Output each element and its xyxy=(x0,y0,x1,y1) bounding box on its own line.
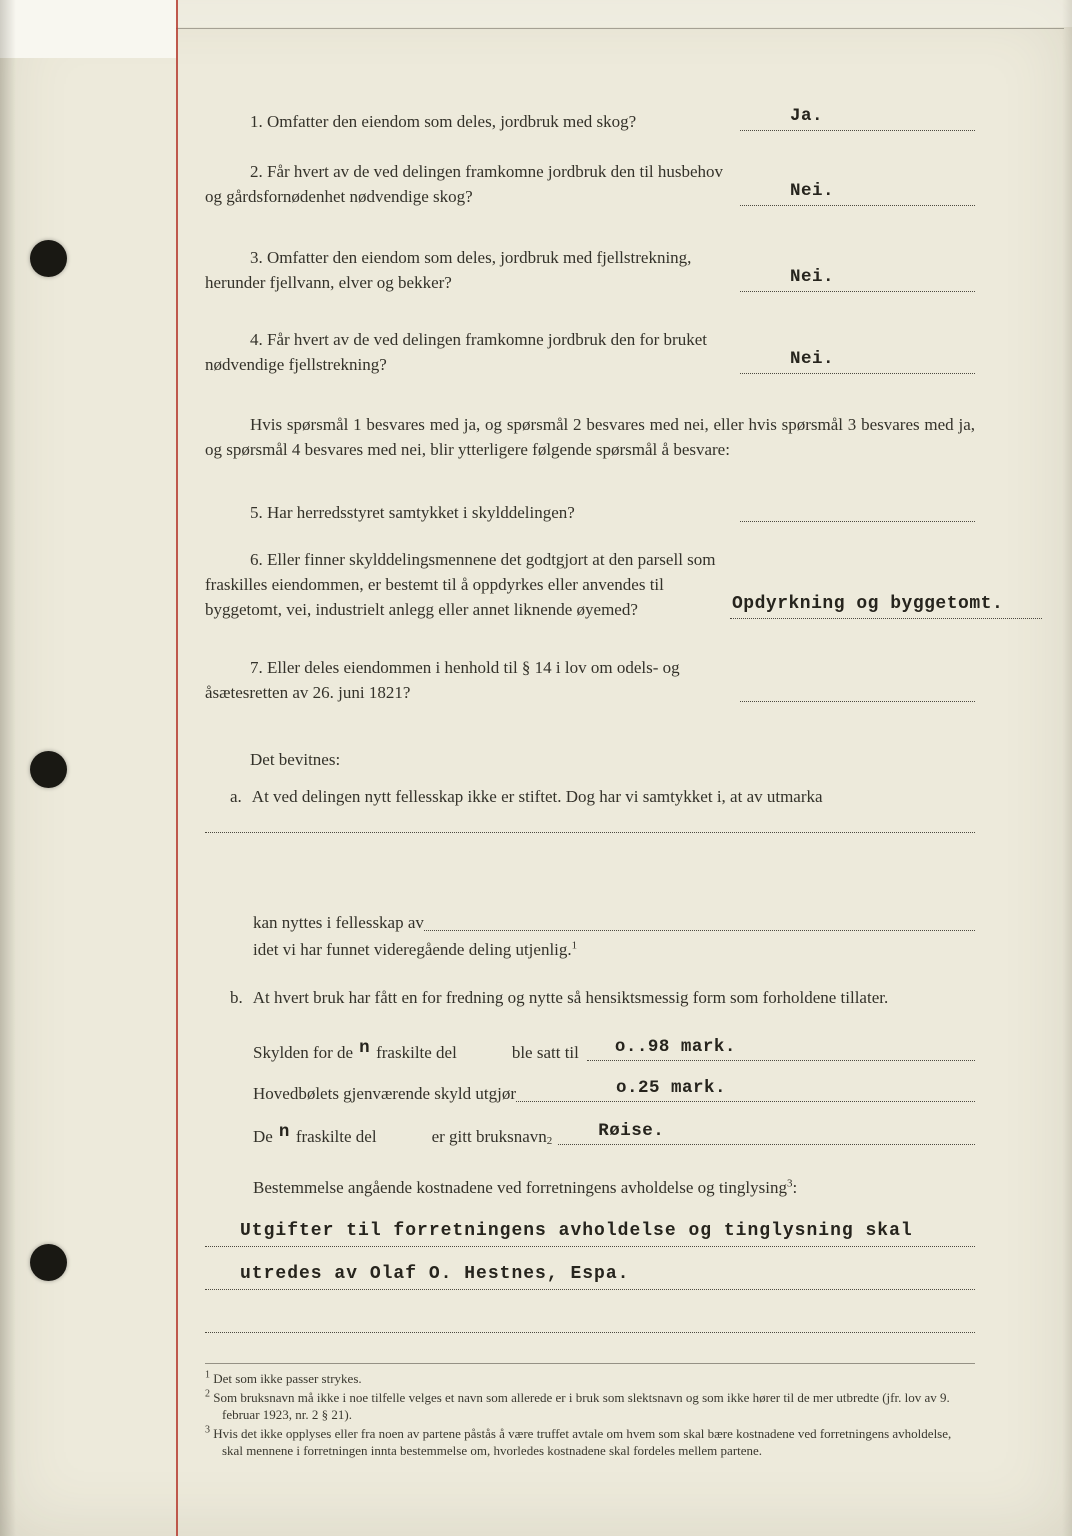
question-text: 7. Eller deles eiendommen i henhold til § 14 i lov om odels- og åsætesretten av 26. juni 1821? xyxy=(205,658,680,702)
item-text: At ved delingen nytt fellesskap ikke er stiftet. Dog har vi samtykket i, at av utmarka xyxy=(251,787,823,806)
answer-value: Nei. xyxy=(790,267,835,287)
bruksnavn-answer: Røise. xyxy=(598,1121,665,1141)
page-content xyxy=(205,90,1004,1459)
answer-line xyxy=(740,347,975,374)
footnote-ref: 3 xyxy=(786,1177,793,1190)
skyld-row-1: Skylden for de n fraskilte del ble satt til o..98 mark. xyxy=(205,1040,975,1065)
punch-hole xyxy=(30,1244,67,1281)
punch-hole xyxy=(30,751,67,788)
answer-line xyxy=(740,179,975,206)
question-block-6 xyxy=(205,547,1004,622)
footnote-ref: 1 xyxy=(571,939,578,952)
question-block-2 xyxy=(205,159,975,209)
answer-line xyxy=(730,592,1042,619)
question-number: 7. xyxy=(250,658,263,677)
footnote-number: 2 xyxy=(205,1388,210,1400)
dotted-fill xyxy=(516,1078,975,1102)
answer-value: Nei. xyxy=(790,349,835,369)
margin-line xyxy=(176,0,178,1536)
answer-line xyxy=(740,675,975,702)
question-block-3 xyxy=(205,245,975,295)
question-block-5 xyxy=(205,495,975,525)
left-edge-shadow xyxy=(0,0,16,1536)
footnote-separator xyxy=(205,1363,975,1364)
question-text: 3. Omfatter den eiendom som deles, jordbruk med fjellstrekning, herunder fjellvann, elver og bekker? xyxy=(205,248,692,292)
blank-dotted-line xyxy=(205,832,975,833)
typed-answer: Utgifter til forretningens avholdelse og tinglysning skal xyxy=(240,1221,913,1241)
question-text: 1. Omfatter den eiendom som deles, jordbruk med skog? xyxy=(250,112,637,131)
scan-top-band xyxy=(176,0,1072,27)
skyld-answer: o..98 mark. xyxy=(614,1037,736,1057)
question-number: 4. xyxy=(250,330,263,349)
intro-paragraph: Hvis spørsmål 1 besvares med ja, og spørsmål 2 besvares med nei, eller hvis spørsmål 3 besvares med ja, og spørsmål 4 besvares med nei, blir ytterligere følgende spørsmål å besvare: xyxy=(205,415,975,459)
question-text: 4. Får hvert av de ved delingen framkomne jordbruk den for bruket nødvendige fjellstrekning? xyxy=(205,330,707,374)
question-block-1 xyxy=(205,104,975,134)
question-number: 2. xyxy=(250,162,263,181)
skyld-row-3: De n fraskilte del er gitt bruksnavn 2 Røise. xyxy=(205,1124,975,1149)
typed-line-2 xyxy=(205,1247,975,1290)
kostnad-heading: Bestemmelse angående kostnadene ved forretningens avholdelse og tinglysing$^3$: xyxy=(253,1177,798,1197)
skyld-row-2 xyxy=(205,1078,975,1106)
attest-heading: Det bevitnes: xyxy=(250,750,341,769)
utjenlig-line: idet vi har funnet videregående deling utjenlig.$^1$ xyxy=(253,939,578,959)
item-text: At hvert bruk har fått en for fredning og nytte så hensiktsmessig form som forholdene tillater. xyxy=(252,988,889,1007)
question-block-7 xyxy=(205,655,975,705)
question-number: 1. xyxy=(250,112,263,131)
answer-line xyxy=(740,104,975,131)
footnote-3 xyxy=(205,1425,975,1459)
footnote-1 xyxy=(205,1370,975,1387)
skyld-label: De xyxy=(253,1127,273,1146)
right-edge-shadow xyxy=(1062,0,1072,1536)
typed-answer: utredes av Olaf O. Hestnes, Espa. xyxy=(240,1264,630,1284)
dotted-fill xyxy=(558,1121,975,1145)
answer-line xyxy=(740,265,975,292)
attest-item-a xyxy=(205,784,975,809)
dotted-fill xyxy=(424,912,975,931)
typed-insert-n: n xyxy=(278,1122,290,1142)
skyld-answer: o.25 mark. xyxy=(616,1078,727,1098)
answer-value: Nei. xyxy=(790,181,835,201)
footnotes xyxy=(205,1370,975,1459)
question-block-4 xyxy=(205,327,975,377)
attest-item-b xyxy=(205,985,967,1010)
question-number: 5. xyxy=(250,503,263,522)
footnote-text: Det som ikke passer strykes. xyxy=(213,1371,362,1386)
footnote-text: Hvis det ikke opplyses eller fra noen av partene påstås å være truffet avtale om hvem som skal bære kostnadene ved forretningens avholdelse, skal mennene i forretningen innta bestemmelse om, hvorledes kostnadene skal fordeles mellem partene. xyxy=(213,1426,952,1458)
dotted-fill xyxy=(587,1037,975,1061)
question-text: 5. Har herredsstyret samtykket i skylddelingen? xyxy=(250,503,575,522)
item-letter: a. xyxy=(230,787,242,806)
footnote-text: Som bruksnavn må ikke i noe tilfelle velges et navn som allerede er i bruk som slektsnavn og som ikke hører til de mer utbredte (jfr. lov av 9. februar 1923, nr. 2 § 21). xyxy=(213,1390,950,1422)
question-text: 6. Eller finner skylddelingsmennene det godtgjort at den parsell som fraskilles eiendommen, er bestemt til å oppdyrkes eller anvendes til byggetomt, vei, industrielt anlegg eller annet liknende øyemed? xyxy=(205,550,716,619)
footnote-number: 3 xyxy=(205,1424,210,1436)
question-number: 3. xyxy=(250,248,263,267)
question-number: 6. xyxy=(250,550,263,569)
typed-insert-n: n xyxy=(359,1038,371,1058)
fellesskap-row xyxy=(205,910,975,935)
fellesskap-label: kan nyttes i fellesskap av xyxy=(253,913,424,932)
typed-line-1 xyxy=(205,1204,975,1247)
footnote-2 xyxy=(205,1389,975,1423)
answer-value: Ja. xyxy=(790,106,824,126)
top-rule-line xyxy=(176,28,1064,29)
answer-line xyxy=(740,495,975,522)
footnote-number: 1 xyxy=(205,1369,210,1381)
punch-hole xyxy=(30,240,67,277)
question-text: 2. Får hvert av de ved delingen framkomne jordbruk den til husbehov og gårdsfornødenhet nødvendige skog? xyxy=(205,162,724,206)
item-letter: b. xyxy=(230,988,243,1007)
skyld-label: Skylden for de xyxy=(253,1043,354,1062)
answer-value: Opdyrkning og byggetomt. xyxy=(732,594,1004,614)
scan-corner-highlight xyxy=(0,0,176,58)
typed-line-empty xyxy=(205,1290,975,1333)
skyld-label: Hovedbølets gjenværende skyld utgjør xyxy=(253,1084,516,1103)
